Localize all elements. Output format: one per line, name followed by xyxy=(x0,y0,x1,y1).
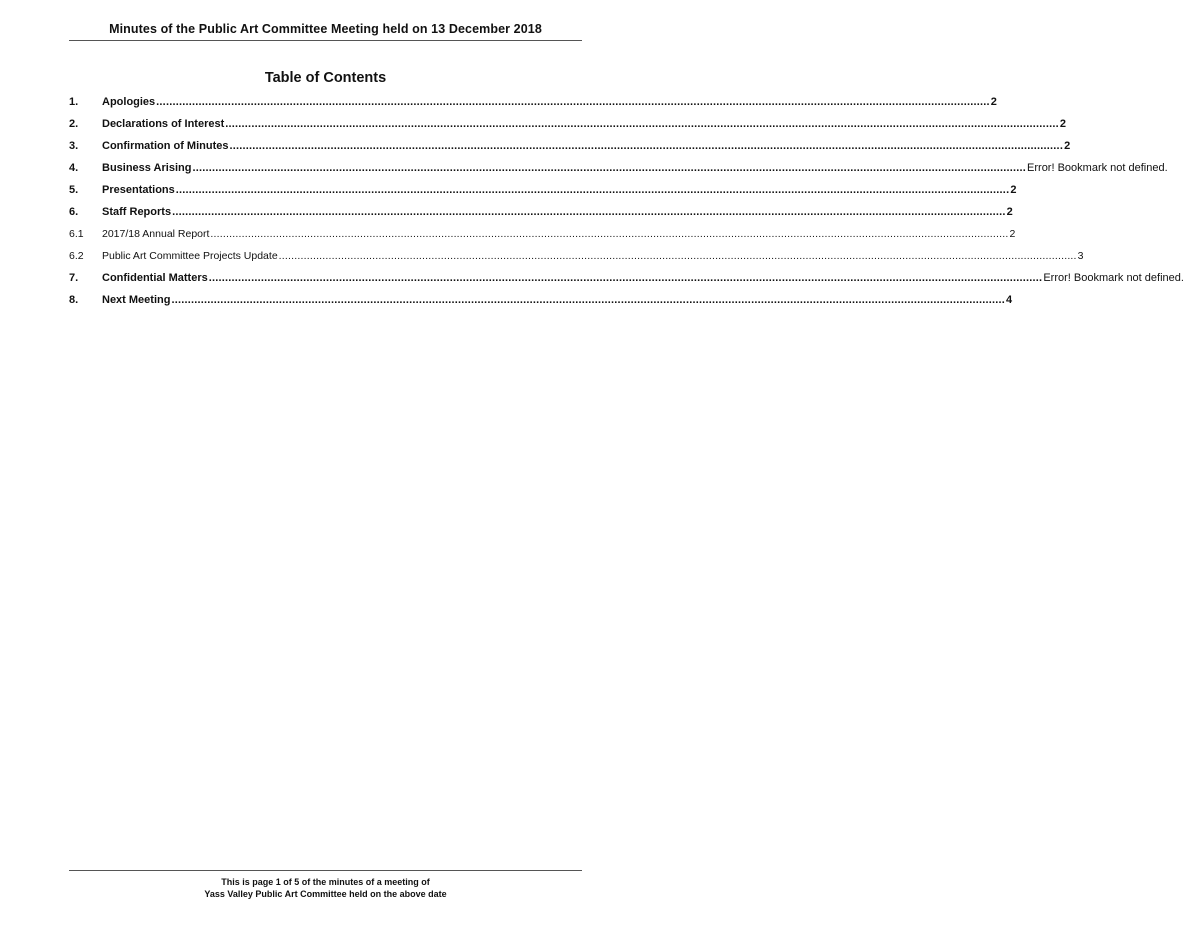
toc-entry-page: 2 xyxy=(1010,184,1017,196)
toc-entry-annual-report[interactable] xyxy=(69,227,1016,249)
toc-entry-label: Staff Reports xyxy=(102,206,172,218)
footer-line-1: This is page 1 of 5 of the minutes of a meeting of xyxy=(221,877,430,887)
toc-entry-page: 2 xyxy=(1059,118,1066,130)
toc-leader-dots xyxy=(156,95,990,109)
toc-entry-page: 3 xyxy=(1077,250,1084,262)
toc-entry-number: 2. xyxy=(69,118,79,130)
toc-entry-label: Apologies xyxy=(102,96,156,108)
toc-entry-number: 6. xyxy=(69,206,79,218)
toc-entry-projects-update[interactable] xyxy=(69,249,1084,271)
toc-entry-page: 2 xyxy=(990,96,997,108)
toc-entry-apologies[interactable] xyxy=(69,95,997,117)
toc-entry-presentations[interactable] xyxy=(69,183,1017,205)
toc-entry-page-error: Error! Bookmark not defined. xyxy=(1027,162,1168,174)
toc-leader-dots xyxy=(279,249,1077,263)
toc-leader-dots xyxy=(210,227,1008,241)
page-header-title: Minutes of the Public Art Committee Meeting held on 13 December 2018 xyxy=(109,22,542,36)
toc-entry-page: 2 xyxy=(1009,228,1016,240)
toc-entry-number: 6.1 xyxy=(69,228,84,240)
toc-leader-dots xyxy=(176,183,1010,197)
toc-entry-business-arising[interactable] xyxy=(69,161,1168,183)
toc-entry-label: Public Art Committee Projects Update xyxy=(102,250,278,262)
footer-rule xyxy=(69,870,582,871)
header-rule xyxy=(69,40,582,41)
toc-entry-label: 2017/18 Annual Report xyxy=(102,228,210,240)
toc-entry-page: 4 xyxy=(1006,294,1013,306)
toc-entry-staff-reports[interactable] xyxy=(69,205,1013,227)
toc-leader-dots xyxy=(230,139,1064,153)
toc-title: Table of Contents xyxy=(264,70,387,86)
toc-entry-number: 1. xyxy=(69,96,79,108)
toc-entry-label: Business Arising xyxy=(102,162,192,174)
toc-entry-page-error: Error! Bookmark not defined. xyxy=(1043,272,1184,284)
page-footer xyxy=(0,876,651,900)
toc-entry-label: Next Meeting xyxy=(102,294,171,306)
toc-entry-next-meeting[interactable] xyxy=(69,293,1013,315)
toc-entry-number: 5. xyxy=(69,184,79,196)
toc-entry-number: 6.2 xyxy=(69,250,84,262)
toc-entry-number: 8. xyxy=(69,294,79,306)
toc-entry-label: Presentations xyxy=(102,184,175,196)
toc-entry-confidential[interactable] xyxy=(69,271,1184,293)
toc-leader-dots xyxy=(209,271,1043,285)
toc-leader-dots xyxy=(171,293,1005,307)
toc-leader-dots xyxy=(172,205,1006,219)
toc-leader-dots xyxy=(225,117,1059,131)
toc-entry-label: Confidential Matters xyxy=(102,272,208,284)
toc-entry-label: Confirmation of Minutes xyxy=(102,140,229,152)
toc-entry-number: 3. xyxy=(69,140,79,152)
toc-leader-dots xyxy=(192,161,1026,175)
toc-entry-number: 7. xyxy=(69,272,79,284)
toc-entry-page: 2 xyxy=(1006,206,1013,218)
toc-entry-declarations[interactable] xyxy=(69,117,1066,139)
table-of-contents xyxy=(69,95,1184,315)
toc-entry-number: 4. xyxy=(69,162,79,174)
footer-line-2: Yass Valley Public Art Committee held on the above date xyxy=(204,889,447,899)
toc-entry-confirmation[interactable] xyxy=(69,139,1071,161)
toc-entry-label: Declarations of Interest xyxy=(102,118,225,130)
toc-entry-page: 2 xyxy=(1064,140,1071,152)
